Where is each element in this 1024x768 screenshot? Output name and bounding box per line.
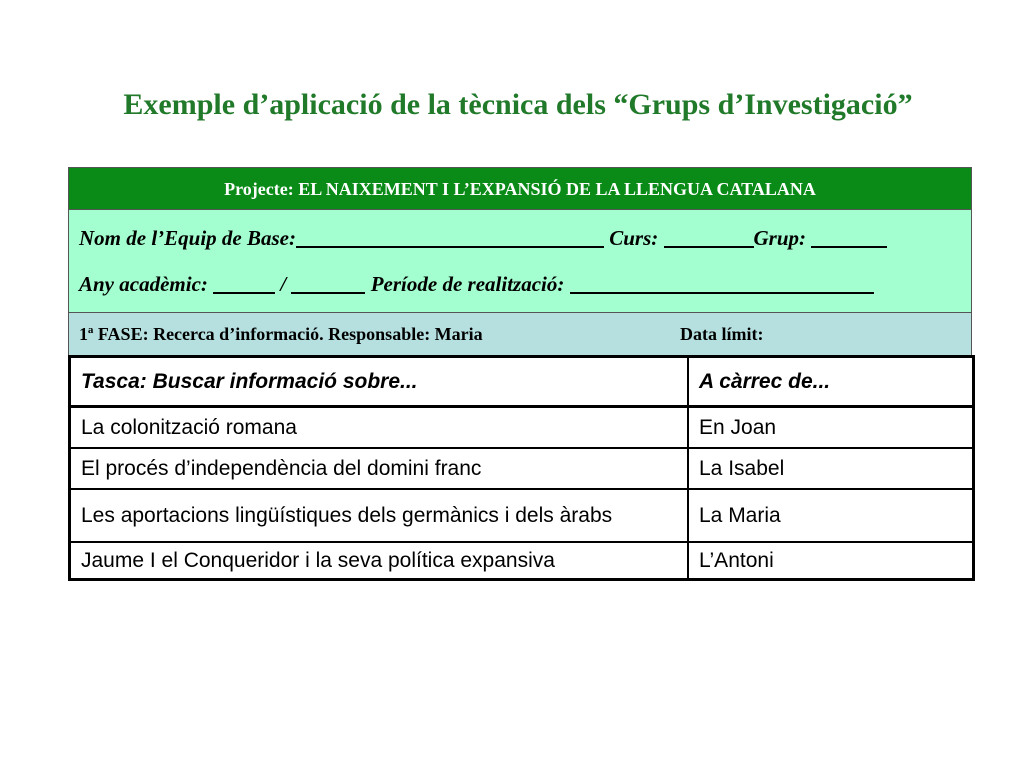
- task-cell: El procés d’independència del domini franc: [71, 449, 689, 488]
- table-row: [71, 408, 972, 447]
- course-blank: [664, 226, 754, 248]
- team-line-2: [79, 272, 874, 297]
- task-cell: La colonització romana: [71, 408, 689, 447]
- team-form: [69, 210, 971, 313]
- table-row: [71, 490, 972, 541]
- year-label: Any acadèmic:: [79, 272, 208, 296]
- team-line-1: [79, 226, 887, 251]
- table-row: [71, 449, 972, 488]
- project-info-box: [68, 167, 972, 356]
- phase-description: 1ª FASE: Recerca d’informació. Responsable: Maria: [79, 324, 483, 344]
- page-title: Exemple d’aplicació de la tècnica dels “Grups d’Investigació”: [123, 88, 913, 121]
- team-name-blank: [296, 226, 604, 248]
- year-separator: /: [280, 272, 287, 296]
- period-blank: [570, 272, 874, 294]
- header-task: Tasca: Buscar informació sobre...: [71, 358, 689, 405]
- header-person: A càrrec de...: [699, 369, 831, 393]
- project-name: EL NAIXEMENT I L’EXPANSIÓ DE LA LLENGUA CATALANA: [298, 179, 816, 199]
- person-cell: La Isabel: [699, 456, 785, 480]
- task-cell: Jaume I el Conqueridor i la seva política expansiva: [71, 543, 689, 578]
- project-header: [69, 168, 971, 210]
- task-cell: Les aportacions lingüístiques dels germànics i dels àrabs: [71, 490, 689, 541]
- project-label: Projecte:: [224, 179, 294, 199]
- course-label: Curs:: [609, 226, 659, 250]
- group-blank: [811, 226, 887, 248]
- person-cell: La Maria: [699, 503, 781, 527]
- person-cell: En Joan: [699, 415, 777, 439]
- person-cell: L’Antoni: [699, 548, 774, 572]
- phase-row: [69, 313, 971, 355]
- group-label: Grup:: [753, 226, 807, 250]
- table-row: [71, 543, 972, 578]
- table-header-row: [71, 358, 972, 405]
- task-table: [68, 355, 975, 581]
- phase-deadline-label: Data límit:: [680, 324, 764, 344]
- year-start-blank: [213, 272, 275, 294]
- team-name-label: Nom de l’Equip de Base:: [79, 226, 296, 250]
- period-label: Període de realització:: [370, 272, 565, 296]
- year-end-blank: [291, 272, 365, 294]
